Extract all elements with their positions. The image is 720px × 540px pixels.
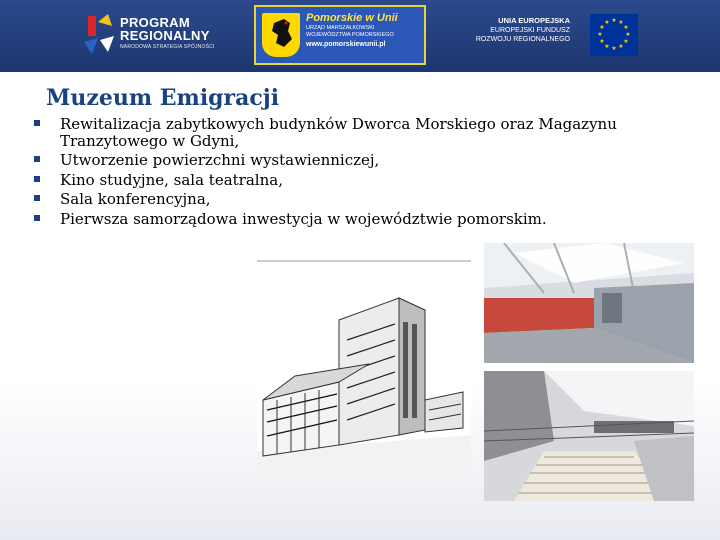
bullet-text: Pierwsza samorządowa inwestycja w województwie pomorskim. [60,209,547,228]
bullet-text: Kino studyjne, sala teatralna, [60,170,283,189]
program-logo-line2: REGIONALNY [120,28,210,43]
svg-text:★: ★ [604,19,610,26]
svg-text:★: ★ [618,19,624,26]
pomorskie-logo [254,5,426,65]
program-logo-line3: NARODOWA STRATEGIA SPÓJNOŚCI [120,44,215,50]
svg-text:★: ★ [623,38,629,45]
pomorskie-logo-line3: WOJEWÓDZTWA POMORSKIEGO [306,32,394,38]
bullet-square-icon [34,156,40,162]
svg-text:★: ★ [611,17,617,24]
bullet-text: Utworzenie powierzchni wystawienniczej, [60,151,380,169]
pomorskie-logo-line1: Pomorskie w Unii [306,12,398,24]
bullet-item [34,152,674,169]
bullet-square-icon [34,176,40,182]
eu-logo [462,12,642,62]
bullet-item [34,116,674,149]
building-exterior-image [257,260,471,474]
bullet-list [34,116,674,230]
bullet-square-icon [34,120,40,126]
bullet-item [34,172,674,189]
svg-text:★: ★ [597,31,603,38]
bullet-square-icon [34,215,40,221]
slide-title: Muzeum Emigracji [46,85,280,111]
bullet-square-icon [34,195,40,201]
svg-text:★: ★ [599,38,605,45]
svg-text:★: ★ [618,43,624,50]
bullet-item [34,191,674,208]
bullet-text: Rewitalizacja zabytkowych budynków Dworca Morskiego oraz Magazynu Tranzytowego w Gdyni, [60,115,617,150]
program-logo-line1: PROGRAM [120,15,190,30]
svg-text:★: ★ [625,31,631,38]
eu-logo-line3: ROZWOJU REGIONALNEGO [475,36,570,43]
eu-flag-icon [590,14,638,56]
eu-logo-line1: UNIA EUROPEJSKA [498,16,570,25]
pomorskie-url: www.pomorskiewunii.pl [306,41,386,48]
svg-text:★: ★ [604,43,610,50]
header-banner [0,0,720,72]
program-star-icon [82,12,116,56]
bullet-item [34,211,674,228]
svg-text:★: ★ [611,45,617,52]
pomorskie-logo-line2: URZĄD MARSZAŁKOWSKI [306,25,375,31]
griffin-crest-icon [262,13,300,57]
svg-text:★: ★ [599,24,605,31]
svg-text:★: ★ [623,24,629,31]
atrium-interior-image [484,371,694,501]
program-regionalny-logo [82,8,250,64]
exhibition-hall-image [484,243,694,363]
bullet-text: Sala konferencyjna, [60,190,211,208]
eu-logo-line2: EUROPEJSKI FUNDUSZ [490,27,570,34]
